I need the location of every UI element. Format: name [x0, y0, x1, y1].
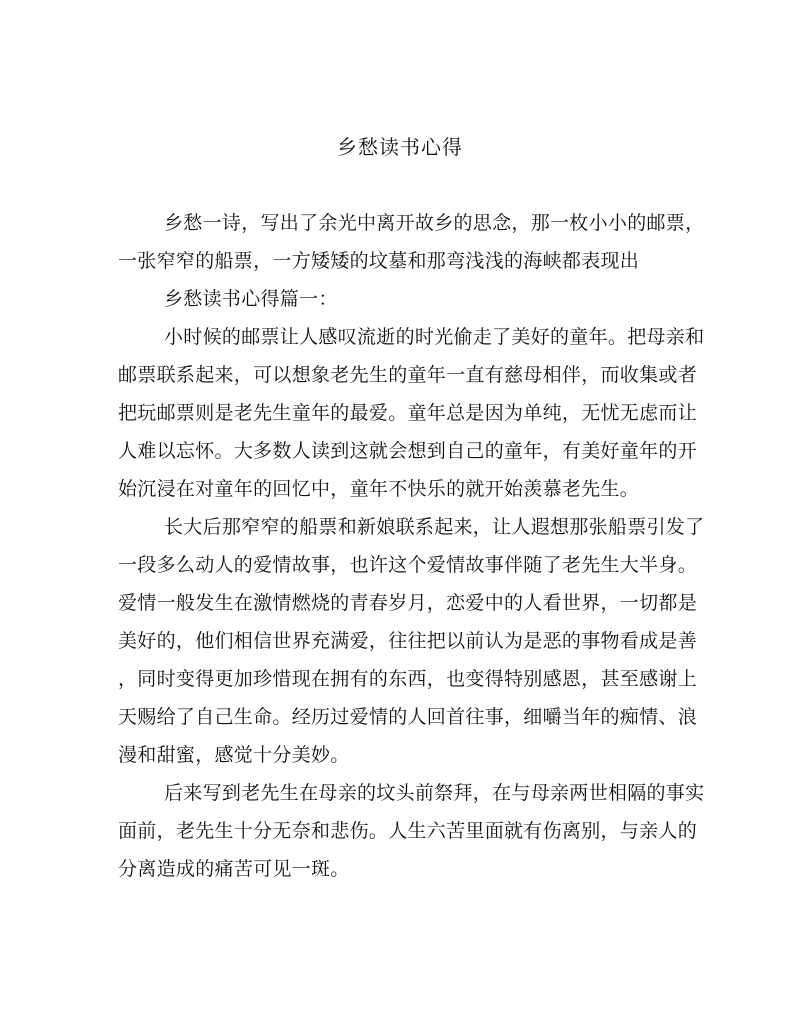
text-line: 后来写到老先生在母亲的坟头前祭拜，在与母亲两世相隔的事实	[164, 782, 705, 804]
document-body	[118, 204, 705, 888]
text-line: 小时候的邮票让人感叹流逝的时光偷走了美好的童年。把母亲和	[164, 326, 705, 348]
paragraph-heading	[118, 280, 698, 318]
text-line: 把玩邮票则是老先生童年的最爱。童年总是因为单纯，无忧无虑而让	[118, 402, 698, 424]
paragraph-intro	[118, 204, 705, 280]
text-line: 长大后那窄窄的船票和新娘联系起来，让人遐想那张船票引发了	[164, 516, 705, 538]
text-line: 始沉浸在对童年的回忆中，童年不快乐的就开始羡慕老先生。	[118, 478, 640, 500]
text-line: ，同时变得更加珍惜现在拥有的东西，也变得特别感恩，甚至感谢上	[118, 668, 698, 690]
document-title: 乡愁读书心得	[337, 135, 463, 159]
section-heading: 乡愁读书心得篇一：	[164, 288, 338, 310]
text-line: 爱情一般发生在激情燃烧的青春岁月，恋爱中的人看世界，一切都是	[118, 592, 698, 614]
text-line: 分离造成的痛苦可见一斑。	[118, 858, 350, 880]
text-line: 人难以忘怀。大多数人读到这就会想到自己的童年，有美好童年的开	[118, 440, 698, 462]
paragraph-stamp	[118, 318, 705, 508]
text-line: 天赐给了自己生命。经历过爱情的人回首往事，细嚼当年的痴情、浪	[118, 706, 698, 728]
text-line: 美好的，他们相信世界充满爱，往往把以前认为是恶的事物看成是善	[118, 630, 698, 652]
text-line: 漫和甜蜜，感觉十分美妙。	[118, 744, 350, 766]
paragraph-ship-ticket	[118, 508, 705, 774]
text-line: 一段多么动人的爱情故事，也许这个爱情故事伴随了老先生大半身。	[118, 554, 698, 576]
text-line: 面前，老先生十分无奈和悲伤。人生六苦里面就有伤离别，与亲人的	[118, 820, 698, 842]
text-line: 一张窄窄的船票，一方矮矮的坟墓和那弯浅浅的海峡都表现出	[118, 250, 640, 272]
text-line: 邮票联系起来，可以想象老先生的童年一直有慈母相伴，而收集或者	[118, 364, 698, 386]
paragraph-grave	[118, 774, 705, 888]
text-line: 乡愁一诗，写出了余光中离开故乡的思念，那一枚小小的邮票，	[164, 212, 705, 234]
